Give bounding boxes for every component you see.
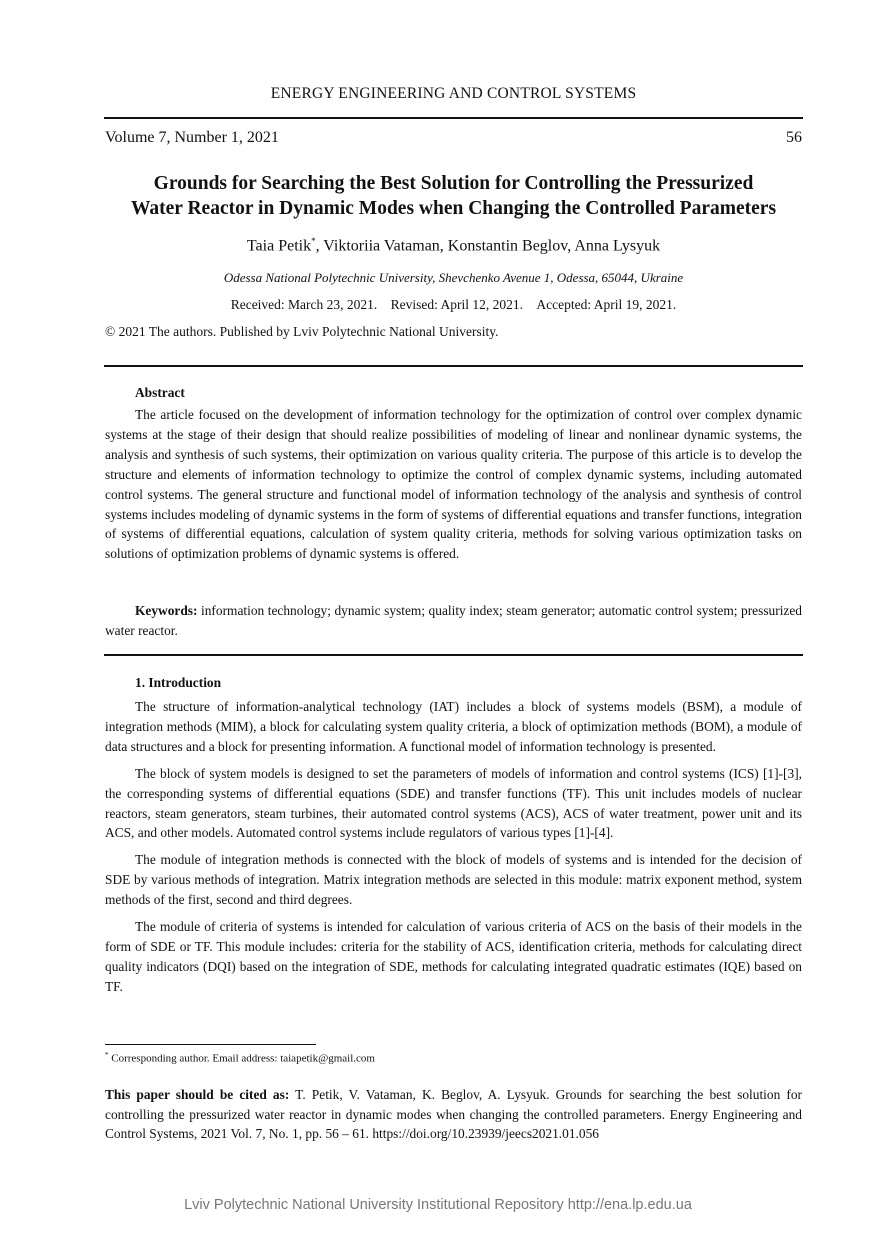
intro-body bbox=[105, 697, 802, 1004]
dates bbox=[105, 297, 802, 313]
journal-name: ENERGY ENGINEERING AND CONTROL SYSTEMS bbox=[270, 85, 637, 102]
author-names: , Viktoriia Vataman, Konstantin Beglov, Anna Lysyuk bbox=[315, 237, 661, 255]
citation bbox=[105, 1085, 802, 1144]
accepted-date: Accepted: April 19, 2021. bbox=[536, 297, 677, 312]
footnote-text: Corresponding author. Email address: taiapetik@gmail.com bbox=[108, 1052, 375, 1065]
title-line: Water Reactor in Dynamic Modes when Changing the Controlled Parameters bbox=[130, 198, 777, 219]
revised-date: Revised: April 12, 2021. bbox=[390, 297, 524, 312]
paragraph: The block of system models is designed to set the parameters of models of information and control systems (ICS) [1]-[3], the corresponding systems of differential equations (SDE) and transfer functions (TF). This unit includes models of nuclear reactors, steam generators, steam turbines, their automated control systems (ACS), ACS of water treatment, power unit and its ACS, and other models. Automated control systems include regulators of various types [1]-[4]. bbox=[105, 765, 802, 841]
paper-title bbox=[105, 171, 802, 221]
abstract-heading: Abstract bbox=[135, 385, 185, 400]
footnote-rule bbox=[105, 1044, 316, 1045]
volume-row bbox=[105, 129, 802, 147]
page-number: 56 bbox=[786, 129, 802, 146]
repository-footer: Lviv Polytechnic National University Institutional Repository http://ena.lp.edu.ua bbox=[184, 1197, 692, 1213]
author-name: Taia Petik bbox=[246, 237, 312, 255]
volume-info: Volume 7, Number 1, 2021 bbox=[105, 129, 279, 146]
paragraph: The structure of information-analytical technology (IAT) includes a block of systems models (BSM), a module of integration methods (MIM), a block for calculating system quality criteria, a block of optimization methods (BOM), a module of data structures and a block for presenting information. A functional model of information technology is presented. bbox=[105, 699, 802, 754]
citation-label: This paper should be cited as: bbox=[105, 1087, 290, 1102]
abstract-text: The article focused on the development of information technology for the optimization of control over complex dynamic systems at the stage of their design that should realize possibilities of modeling of linear and nonlinear dynamic systems, the analysis and synthesis of such systems, their optimization on various quality criteria. The purpose of this article is to develop the structure and elements of information technology to optimize the control of complex dynamic systems, including automated control systems. The general structure and functional model of information technology of the analysis and synthesis of control systems includes modeling of dynamic systems in the form of systems of differential equations and transfer functions, integration of systems of differential equations, calculation of system quality criteria, methods for solving various optimization tasks on solutions of optimization problems of dynamic systems is offered. bbox=[105, 407, 802, 562]
keywords-label: Keywords: bbox=[135, 603, 198, 618]
section-rule bbox=[104, 365, 803, 367]
paragraph: The module of criteria of systems is intended for calculation of various criteria of ACS on the basis of their models in the form of SDE or TF. This module includes: criteria for the stability of ACS, identification criteria, methods for calculating direct quality indicators (DQI) based on the integration of SDE, methods for calculating integrated quadratic estimates (IQE) based on TF. bbox=[105, 919, 802, 994]
keywords bbox=[105, 601, 802, 641]
citation-text: T. Petik, V. Vataman, K. Beglov, A. Lysyuk. Grounds for searching the best solution for controlling the pressurized water reactor in dynamic modes when changing the controlled parameters. Energy Engineering and Control Systems, 2021 Vol. 7, No. 1, pp. 56 – 61. https://doi.org/10.23939/jeecs2021.01.056 bbox=[105, 1087, 802, 1141]
footnote-mark: * bbox=[311, 236, 316, 246]
received-date: Received: March 23, 2021. bbox=[230, 297, 378, 312]
paragraph: The module of integration methods is connected with the block of models of systems and is intended for the decision of SDE by various methods of integration. Matrix integration methods are selected in this module: matrix exponent method, system methods of the first, second and third degrees. bbox=[105, 852, 802, 908]
intro-heading: 1. Introduction bbox=[135, 675, 222, 690]
keywords-text: information technology; dynamic system; quality index; steam generator; automatic control system; pressurized water reactor. bbox=[105, 603, 802, 638]
footnote-mark: * bbox=[105, 1051, 109, 1059]
footnote bbox=[105, 1051, 802, 1065]
title-line: Grounds for Searching the Best Solution for Controlling the Pressurized bbox=[153, 173, 754, 194]
section-rule bbox=[104, 654, 803, 656]
authors bbox=[105, 236, 802, 255]
copyright: © 2021 The authors. Published by Lviv Polytechnic National University. bbox=[105, 324, 499, 339]
header-rule bbox=[104, 117, 803, 119]
affiliation: Odessa National Polytechnic University, Shevchenko Avenue 1, Odessa, 65044, Ukraine bbox=[223, 270, 684, 285]
